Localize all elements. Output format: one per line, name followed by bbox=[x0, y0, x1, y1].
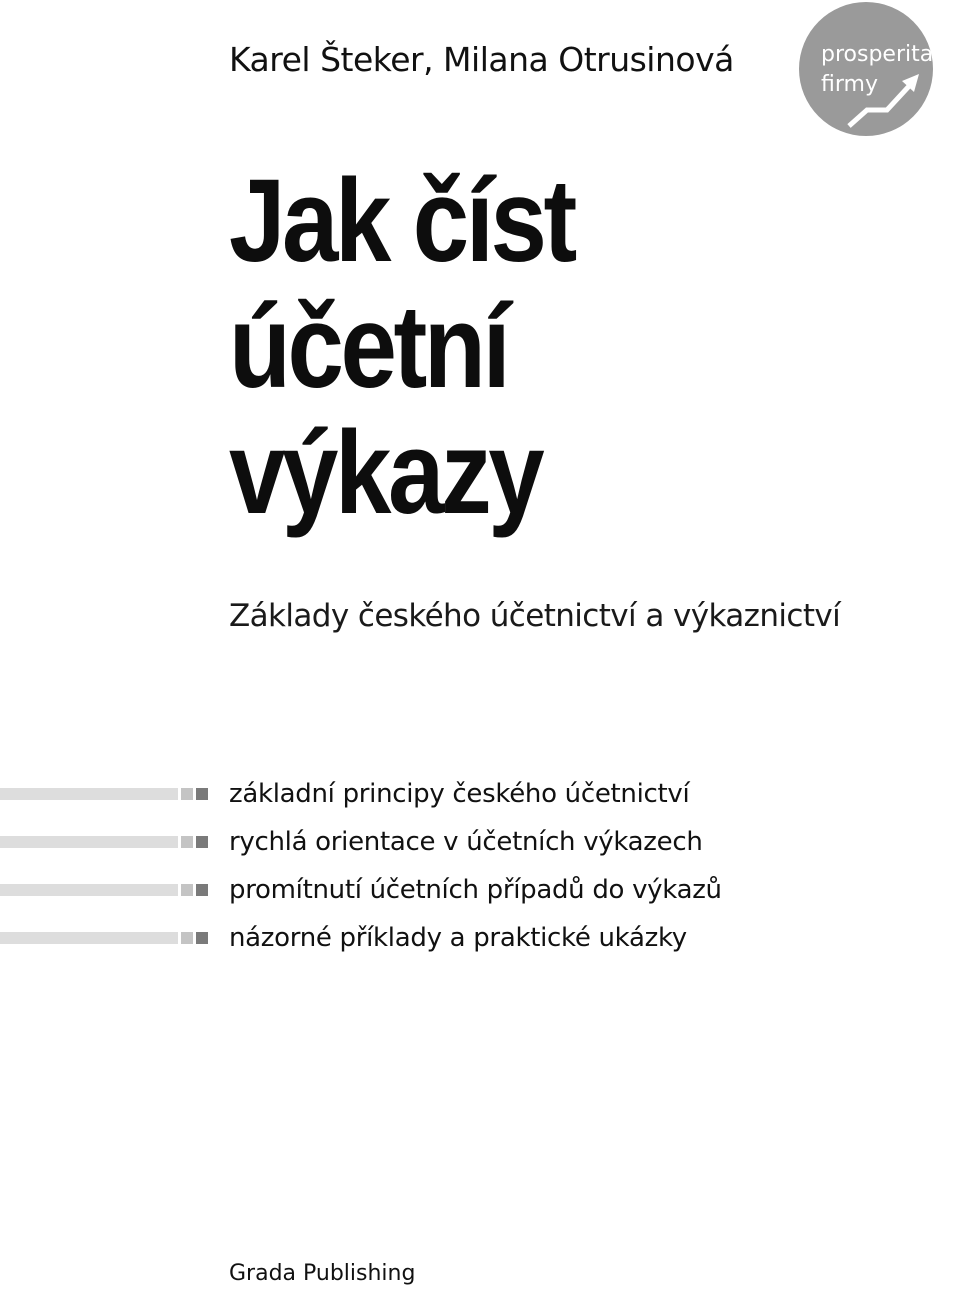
dark-square-bullet-icon bbox=[196, 836, 208, 848]
dark-square-bullet-icon bbox=[196, 932, 208, 944]
logo-line-2: firmy bbox=[821, 72, 878, 97]
decorative-bar bbox=[0, 884, 178, 896]
feature-item bbox=[0, 776, 960, 824]
feature-item bbox=[0, 920, 960, 968]
authors: Karel Šteker, Milana Otrusinová bbox=[229, 40, 734, 79]
feature-text: promítnutí účetních případů do výkazů bbox=[229, 875, 722, 905]
feature-item bbox=[0, 872, 960, 920]
light-square-bullet-icon bbox=[181, 788, 193, 800]
decorative-bar bbox=[0, 836, 178, 848]
feature-list bbox=[0, 776, 960, 968]
decorative-bar bbox=[0, 788, 178, 800]
book-title bbox=[229, 155, 574, 539]
title-line-2: účetní bbox=[229, 281, 508, 413]
feature-item bbox=[0, 824, 960, 872]
decorative-bar bbox=[0, 932, 178, 944]
rising-arrow-icon bbox=[799, 2, 933, 136]
publisher: Grada Publishing bbox=[229, 1261, 416, 1286]
dark-square-bullet-icon bbox=[196, 788, 208, 800]
feature-text: názorné příklady a praktické ukázky bbox=[229, 923, 687, 953]
dark-square-bullet-icon bbox=[196, 884, 208, 896]
light-square-bullet-icon bbox=[181, 836, 193, 848]
prosperita-firmy-logo bbox=[799, 2, 933, 136]
feature-text: rychlá orientace v účetních výkazech bbox=[229, 827, 703, 857]
title-line-3: výkazy bbox=[229, 407, 542, 539]
subtitle: Základy českého účetnictví a výkaznictví bbox=[229, 598, 841, 634]
logo-line-1: prosperita bbox=[821, 42, 934, 67]
feature-text: základní principy českého účetnictví bbox=[229, 779, 690, 809]
title-line-1: Jak číst bbox=[229, 155, 574, 287]
light-square-bullet-icon bbox=[181, 932, 193, 944]
light-square-bullet-icon bbox=[181, 884, 193, 896]
